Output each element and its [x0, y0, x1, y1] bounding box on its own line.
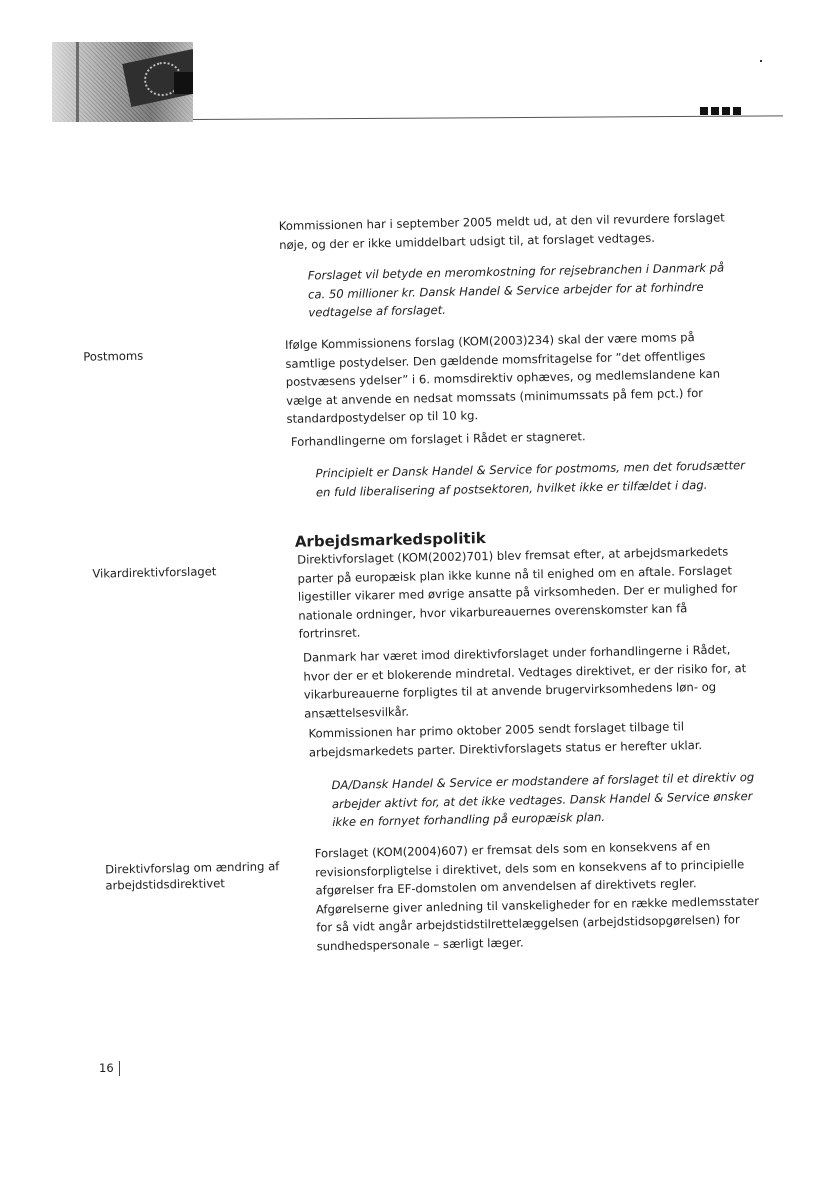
quote-rejsebranchen: Forslaget vil betyde en meromkostning for rejsebranchen i Danmark på ca. 50 millioner kr. Dansk Handel & Service arbejder for at forhindre vedtagelse af forslaget. [307, 260, 725, 320]
sidebar-label-arbejdstidsdirektiv: Direktivforslag om ændring af arbejdstidsdirektivet [104, 859, 280, 893]
paragraph-arbejdstid: Forslaget (KOM(2004)607) er fremsat dels som en konsekvens af en revisionsforpligtelse i direktivet, dels som en konsekvens af to principielle afgørelser fra EF-domstolen om anvendelsen af direktivets regler. Afgørelserne giver anledning til vanskeligheder for en række medlemsstater for så vidt angår arbejdstidstilrettelæggelsen (arbejdstidsopgørelsen) for sundhedspersonale – særligt læger. [314, 838, 760, 953]
paragraph-vikardirektiv: Direktivforslaget (KOM(2002)701) blev fremsat efter, at arbejdsmarkedets parter på europæisk plan ikke kunne nå til enighed om en aftale. Forslaget ligestiller vikarer med øvrige ansatte på virksomheden. Der er mulighed for nationale ordninger, hvor vikarbureauernes overenskomster kan få fortrinsret. [297, 544, 738, 641]
page-number: 16 [99, 1061, 120, 1076]
sidebar-label-vikardirektiv: Vikardirektivforslaget [92, 564, 217, 581]
section-heading-arbejdsmarkedspolitik: Arbejdsmarkedspolitik [294, 529, 486, 551]
quote-postmoms: Principielt er Dansk Handel & Service for postmoms, men det forudsætter en fuld liberalisering af postsektoren, hvilket ikke er tilfældet i dag. [315, 458, 746, 499]
sidebar-label-postmoms: Postmoms [83, 348, 144, 364]
quote-da-dansk-handel: DA/Dansk Handel & Service er modstandere af forslaget til et direktiv og arbejder aktivt for, at det ikke vedtages. Dansk Handel & Service ønsker ikke en fornyet forhandling på europæisk plan. [331, 770, 755, 830]
paragraph-revurdering: Kommissionen har i september 2005 meldt ud, at den vil revurdere forslaget nøje, og der er ikke umiddelbart udsigt til, at forslaget vedtages. [278, 210, 725, 252]
paragraph-kommissionen-oktober: Kommissionen har primo oktober 2005 sendt forslaget tilbage til arbejdsmarkedets parter. Direktivforslagets status er herefter uklar. [308, 719, 703, 760]
paragraph-postmoms: Ifølge Kommissionens forslag (KOM(2003)234) skal der være moms på samtlige postydelser. Den gældende momsfritagelse for ”det offentliges postvæsens ydelser” i 6. momsdirektiv ophæves, og medlemslandene kan vælge at anvende en nedsat momssats (minimumssats på fem pct.) for standardpostydelser op til 10 kg. [284, 330, 721, 426]
paragraph-danmark-imod: Danmark har været imod direktivforslaget under forhandlingerne i Rådet, hvor der er et blokerende mindretal. Vedtages direktivet, er der risiko for, at vikarbureauerne forpligtes til at anvende brugervirksomhedens løn- og ansættelsesvilkår. [302, 642, 747, 721]
paragraph-forhandlinger: Forhandlingerne om forslaget i Rådet er stagneret. [290, 429, 586, 449]
